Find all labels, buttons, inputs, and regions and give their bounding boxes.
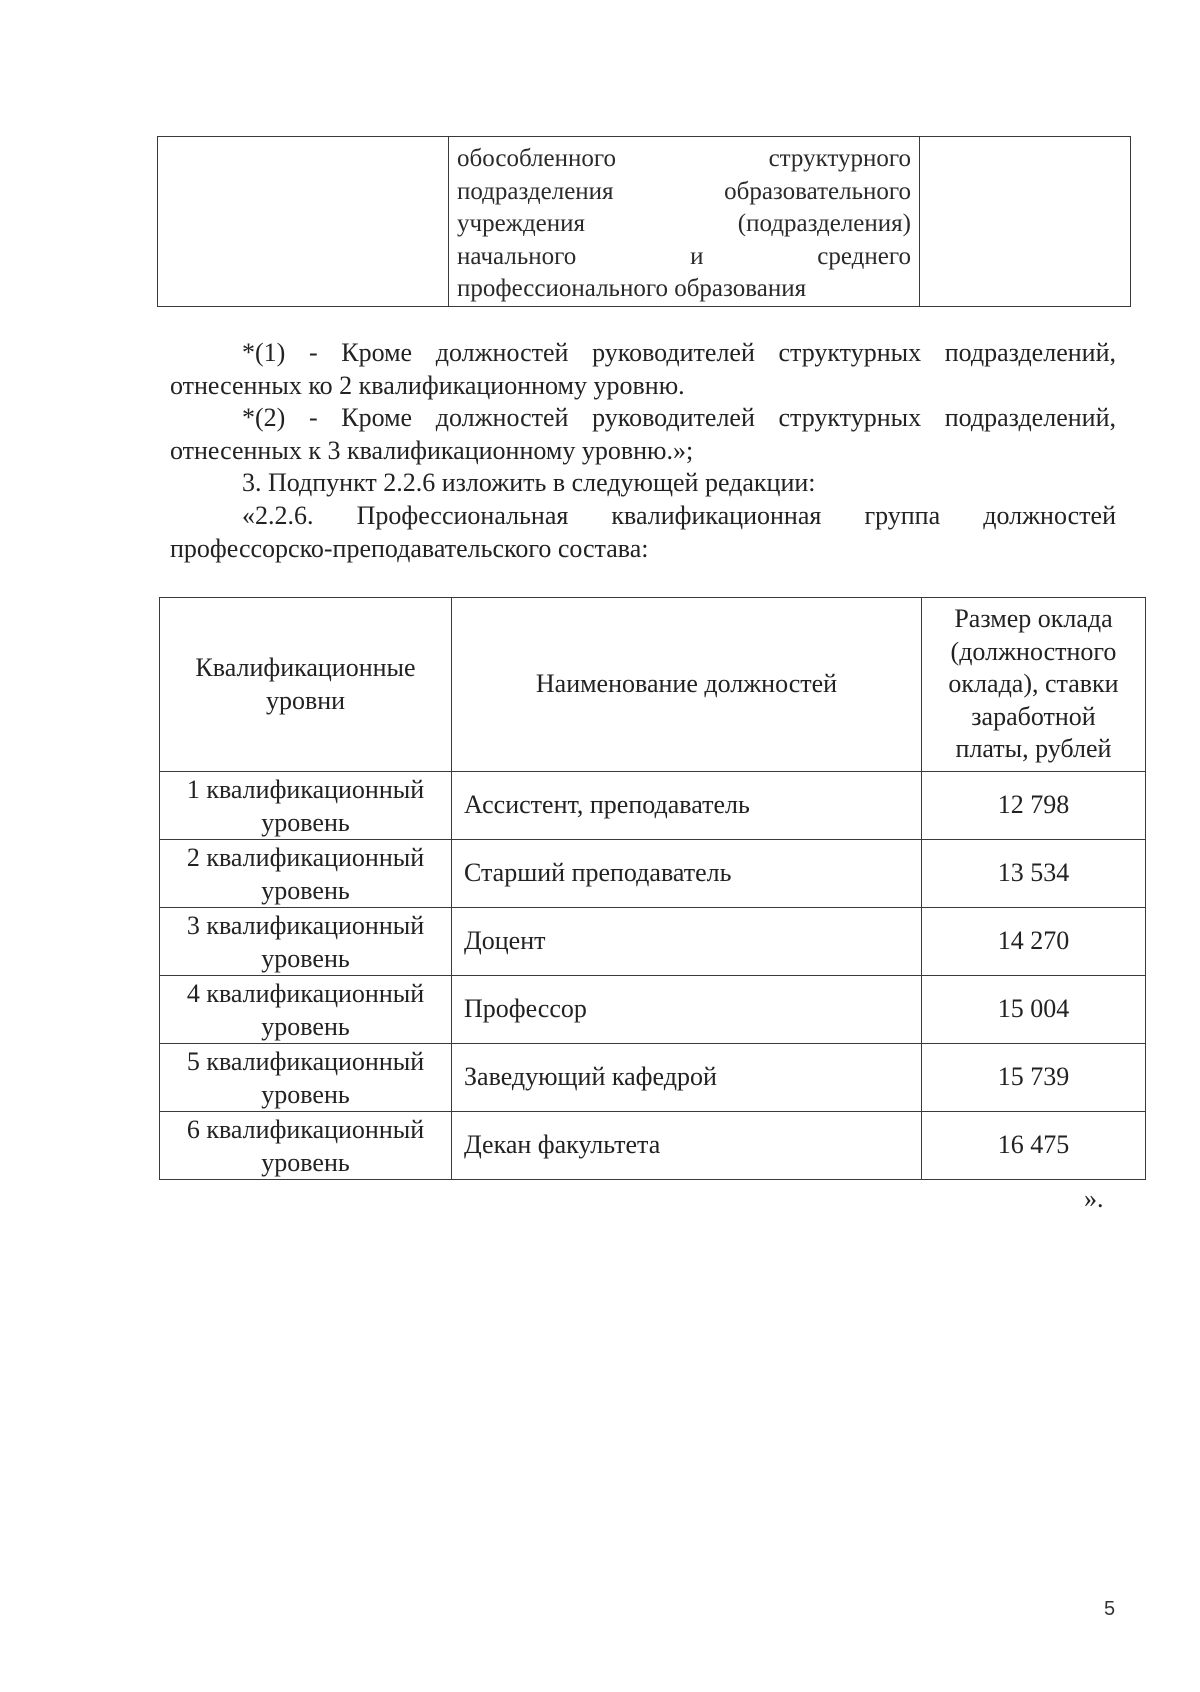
table-row xyxy=(160,1112,1146,1180)
page-number: 5 xyxy=(1104,1598,1116,1620)
salary-cell: 14 270 xyxy=(922,908,1146,976)
header-line: заработной xyxy=(971,701,1096,731)
table-row xyxy=(160,976,1146,1044)
level-line: 5 квалификационный xyxy=(186,1047,425,1076)
word: «2.2.6. xyxy=(242,501,314,530)
word: учреждения xyxy=(457,210,586,237)
continuation-cell-positions xyxy=(449,137,920,307)
table-row xyxy=(160,772,1146,840)
word: подразделений, xyxy=(944,338,1116,367)
closing-quote-mark: ». xyxy=(1084,1184,1104,1213)
level-cell xyxy=(160,976,452,1044)
text-line: профессорско-преподавательского состава: xyxy=(170,533,649,563)
word: обособленного xyxy=(457,145,616,172)
continuation-row xyxy=(158,137,1131,307)
level-cell xyxy=(160,1044,452,1112)
level-cell xyxy=(160,840,452,908)
word: и xyxy=(690,242,704,270)
word: руководителей xyxy=(592,338,755,367)
word: должностей xyxy=(983,501,1116,530)
qualification-salary-table xyxy=(159,597,1146,1180)
header-line: Квалификационные xyxy=(195,653,416,682)
level-line: уровень xyxy=(261,1011,350,1041)
paragraph-item-3 xyxy=(170,467,1116,500)
table-row xyxy=(160,1044,1146,1112)
position-cell: Старший преподаватель xyxy=(452,840,922,908)
level-line: 6 квалификационный xyxy=(186,1115,425,1144)
word: должностей xyxy=(435,403,569,432)
level-cell xyxy=(160,908,452,976)
word: структурного xyxy=(768,145,911,172)
text-line xyxy=(457,208,911,241)
word: квалификационная xyxy=(611,501,822,530)
salary-cell: 12 798 xyxy=(922,772,1146,840)
position-cell: Заведующий кафедрой xyxy=(452,1044,922,1112)
level-line: уровень xyxy=(261,943,350,973)
word: профессионального образования xyxy=(457,275,807,302)
footnote-1 xyxy=(170,337,1116,402)
text-line xyxy=(457,273,911,306)
continuation-table xyxy=(157,136,1131,307)
level-line: 3 квалификационный xyxy=(186,911,425,940)
word: среднего xyxy=(817,242,911,270)
text-line xyxy=(457,143,911,176)
header-line: платы, рублей xyxy=(955,734,1112,764)
level-line: 1 квалификационный xyxy=(186,775,425,804)
text-line: 3. Подпункт 2.2.6 изложить в следующей редакции: xyxy=(242,468,816,497)
text-line xyxy=(170,337,1116,370)
paragraph-item-2-2-6 xyxy=(170,500,1116,565)
word: - xyxy=(308,338,318,367)
word: - xyxy=(308,403,318,432)
table-row xyxy=(160,840,1146,908)
word: Профессиональная xyxy=(356,501,569,530)
footnote-2 xyxy=(170,402,1116,467)
word: группа xyxy=(864,501,941,530)
header-qualification-levels xyxy=(160,598,452,772)
word: Кроме xyxy=(341,338,413,367)
level-line: 4 квалификационный xyxy=(186,979,425,1008)
word: (подразделения) xyxy=(737,210,911,237)
position-cell: Декан факультета xyxy=(452,1112,922,1180)
word: подразделения xyxy=(457,177,614,205)
header-line: уровни xyxy=(265,685,346,715)
text-line: отнесенных к 3 квалификационному уровню.»; xyxy=(170,435,694,465)
header-position-names: Наименование должностей xyxy=(452,598,922,772)
header-line: (должностного xyxy=(950,636,1117,666)
position-cell: Доцент xyxy=(452,908,922,976)
salary-cell: 15 004 xyxy=(922,976,1146,1044)
word: *(1) xyxy=(242,338,286,367)
position-cell: Профессор xyxy=(452,976,922,1044)
word: начального xyxy=(457,242,577,270)
word: структурных xyxy=(778,338,922,367)
continuation-cell-level xyxy=(158,137,449,307)
header-line: Размер оклада xyxy=(954,604,1113,634)
text-line xyxy=(457,176,911,209)
text-line: отнесенных ко 2 квалификационному уровню. xyxy=(170,370,685,400)
salary-cell: 15 739 xyxy=(922,1044,1146,1112)
level-line: уровень xyxy=(261,807,350,837)
salary-cell: 13 534 xyxy=(922,840,1146,908)
table-header-row xyxy=(160,598,1146,772)
text-line xyxy=(170,500,1116,533)
word: подразделений, xyxy=(944,403,1116,432)
table-row xyxy=(160,908,1146,976)
position-cell: Ассистент, преподаватель xyxy=(452,772,922,840)
level-cell xyxy=(160,1112,452,1180)
level-line: уровень xyxy=(261,1079,350,1109)
header-line: оклада), ставки xyxy=(948,669,1119,699)
level-line: 2 квалификационный xyxy=(186,843,425,872)
word: должностей xyxy=(435,338,569,367)
word: структурных xyxy=(778,403,922,432)
level-line: уровень xyxy=(261,1147,350,1177)
level-line: уровень xyxy=(261,875,350,905)
salary-cell: 16 475 xyxy=(922,1112,1146,1180)
text-line xyxy=(457,241,911,274)
continuation-cell-salary xyxy=(920,137,1131,307)
word: образовательного xyxy=(724,177,911,205)
word: руководителей xyxy=(592,403,755,432)
text-line xyxy=(170,402,1116,435)
level-cell xyxy=(160,772,452,840)
word: Кроме xyxy=(341,403,413,432)
word: *(2) xyxy=(242,403,286,432)
header-salary xyxy=(922,598,1146,772)
